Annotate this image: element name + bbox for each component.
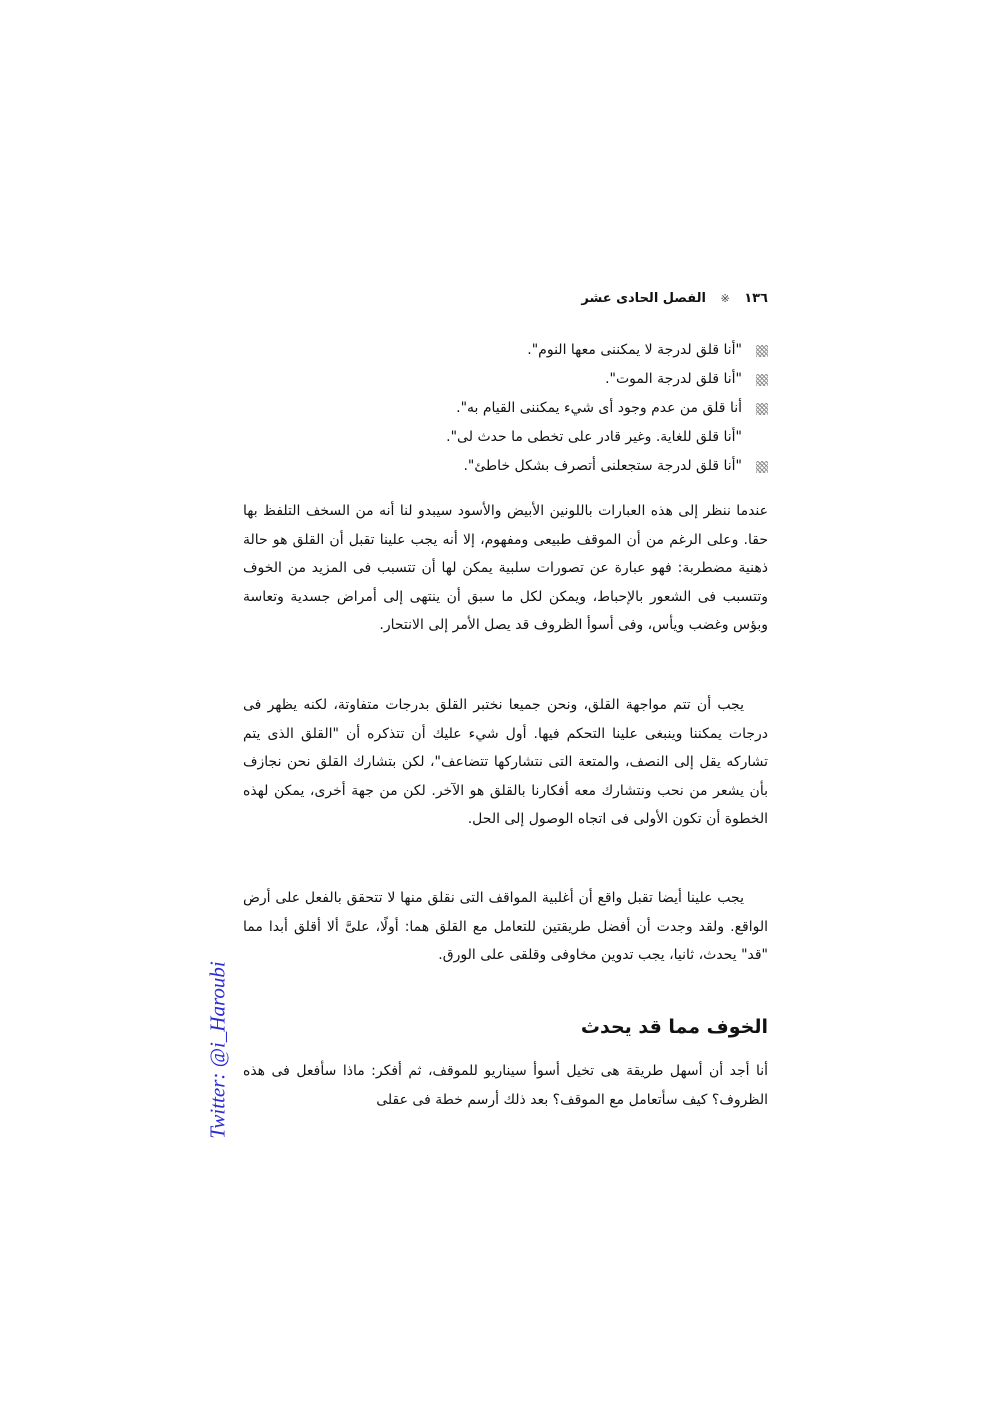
list-item-text: "أنا قلق للغاية. وغير قادر على تخطى ما حدث لى".: [446, 429, 742, 445]
ornament-bullet-icon: [756, 345, 768, 357]
list-item-text: "أنا قلق لدرجة لا يمكننى معها النوم".: [527, 342, 742, 358]
body-paragraph: عندما ننظر إلى هذه العبارات باللونين الأبيض والأسود سيبدو لنا أنه من السخف التلفظ بها حقا. وعلى الرغم من أن الموقف طبيعى ومفهوم، إلا أنه يجب علينا تقبل أن القلق هو حالة ذهنية مضطربة: فهو عبارة عن تصورات سلبية يمكن لها أن تتسبب فى المزيد من الخوف وتتسبب فى الشعور بالإحباط، ويمكن لكل ما سبق أن ينتهى إلى أمراض جسدية وتعاسة وبؤس وغضب ويأس، وفى أسوأ الظروف قد يصل الأمر إلى الانتحار.: [243, 503, 768, 633]
quote-list: [360, 336, 768, 481]
list-item-text: "أنا قلق لدرجة الموت".: [605, 371, 742, 387]
watermark: [198, 950, 238, 1150]
list-item-text: "أنا قلق لدرجة ستجعلنى أتصرف بشكل خاطئ".: [463, 458, 742, 474]
ornament-icon: ※: [720, 292, 730, 305]
running-header: [540, 289, 768, 309]
list-item: [360, 452, 768, 481]
ornament-bullet-icon: [756, 461, 768, 473]
empty-bullet-spacer: [756, 432, 768, 444]
list-item: [360, 336, 768, 365]
page-number: ١٣٦: [744, 291, 768, 306]
ornament-bullet-icon: [756, 403, 768, 415]
list-item: [360, 365, 768, 394]
list-item: [360, 394, 768, 423]
list-item-text: أنا قلق من عدم وجود أى شيء يمكننى القيام به".: [456, 400, 742, 416]
ornament-bullet-icon: [756, 374, 768, 386]
section-paragraph: أنا أجد أن أسهل طريقة هى تخيل أسوأ سيناريو للموقف، ثم أفكر: ماذا سأفعل فى هذه الظروف؟ كيف سأتعامل مع الموقف؟ بعد ذلك أرسم خطة فى عقلى: [243, 1063, 768, 1108]
body-paragraph: يجب علينا أيضا تقبل واقع أن أغلبية المواقف التى نقلق منها لا تتحقق بالفعل على أرض الواقع. ولقد وجدت أن أفضل طريقتين للتعامل مع القلق هما: أولًا، علىَّ ألا أقلق أبدا مما "قد" يحدث، ثانيا، يجب تدوين مخاوفى وقلقى على الورق.: [243, 890, 768, 963]
section-heading: الخوف مما قد يحدث: [580, 1016, 768, 1038]
list-item: [360, 423, 768, 452]
watermark-text: Twitter: @i_Haroubi: [205, 961, 230, 1139]
chapter-title: الفصل الحادى عشر: [581, 291, 706, 306]
body-paragraph: يجب أن تتم مواجهة القلق، ونحن جميعا نختبر القلق بدرجات متفاوتة، لكنه يظهر فى درجات يمكننا وينبغى علينا التحكم فيها. أول شيء عليك أن تتذكره أن "القلق الذى يتم تشاركه يقل إلى النصف، والمتعة التى نتشاركها تتضاعف"، لكن بتشارك القلق نحن نجازف بأن يشعر من نحب ونتشارك معه أفكارنا بالقلق هو الآخر. لكن من جهة أخرى، يمكن لهذه الخطوة أن تكون الأولى فى اتجاه الوصول إلى الحل.: [243, 697, 768, 827]
